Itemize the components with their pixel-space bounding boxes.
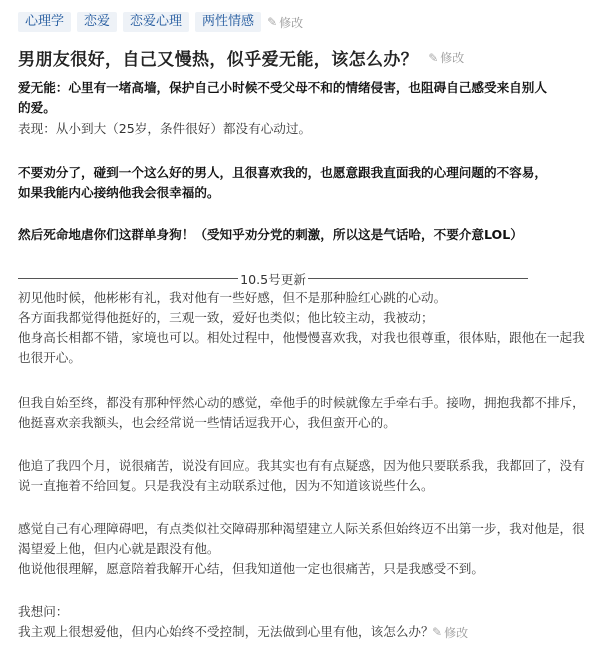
body-line: 爱无能：心里有一堵高墙，保护自己小时候不受父母不和的情绪侵害，也阻碍自己感受来自别人 [18,80,547,95]
pencil-icon: ✎ [432,625,443,639]
tag-psychology[interactable]: 心理学 [18,12,71,32]
body-line: 然后死命地虐你们这群单身狗！（受知乎劝分党的刺激，所以这是气话哈，不要介意LOL） [18,227,523,242]
body-line: 感觉自己有心理障碍吧，有点类似社交障碍那种渴望建立人际关系但始终迈不出第一步，我对他是，很 [18,521,585,536]
body-line: 各方面我都觉得他挺好的，三观一致，爱好也类似；他比较主动，我被动； [18,310,434,325]
body-line: 他身高长相都不错，家境也可以。相处过程中，他慢慢喜欢我，对我也很尊重，很体贴，跟他在一起我 [18,330,585,345]
body-line: 也很开心。 [18,350,81,365]
body-line: 如果我能内心接纳他我会很幸福的。 [18,185,220,200]
tag-relationships[interactable]: 两性情感 [195,12,261,32]
body-line: 渴望爱上他，但内心就是跟没有他。 [18,541,220,556]
pencil-icon: ✎ [267,15,278,29]
body-line: 初见他时候，他彬彬有礼，我对他有一些好感，但不是那种脸红心跳的心动。 [18,290,447,305]
edit-tags-label: 修改 [279,15,304,30]
edit-body-label: 修改 [444,625,469,640]
update-divider [18,268,528,288]
edit-title-button[interactable] [428,49,464,66]
body-line: 他说他很理解，愿意陪着我解开心结，但我知道他一定也很痛苦，只是我感受不到。 [18,561,484,576]
tag-love[interactable]: 恋爱 [77,12,117,32]
question-title-row [18,45,464,70]
edit-title-label: 修改 [440,51,465,65]
topic-tags [18,11,303,33]
body-line: 表现：从小到大（25岁，条件很好）都没有心动过。 [18,121,312,136]
body-line: 的爱。 [18,100,56,115]
edit-tags-button[interactable] [267,14,303,31]
divider-line-right [308,278,528,279]
body-line: 我主观上很想爱他，但内心始终不受控制，无法做到心里有他，该怎么办？ [18,624,434,639]
edit-body-button[interactable] [432,622,468,642]
body-line: 他追了我四个月，说很痛苦，说没有回应。我其实也有有点疑惑，因为他只要联系我，我都回了，没有 [18,458,585,473]
body-line: 说一直拖着不给回复。只是我没有主动联系过他，因为不知道该说些什么。 [18,478,434,493]
tag-love-psychology[interactable]: 恋爱心理 [123,12,189,32]
pencil-icon: ✎ [428,50,439,65]
divider-line-left [18,278,238,279]
body-line: 我想问： [18,604,69,619]
body-line: 但我自始至终，都没有那种怦然心动的感觉，牵他手的时候就像左手牵右手。接吻，拥抱我都不排斥， [18,395,585,410]
body-line: 他挺喜欢亲我额头，也会经常说一些情话逗我开心，我但蛮开心的。 [18,415,396,430]
update-label: 10.5号更新 [240,271,306,287]
question-title: 男朋友很好，自己又慢热，似乎爱无能，该怎么办？ [18,50,419,70]
body-line: 不要劝分了，碰到一个这么好的男人，且很喜欢我的，也愿意跟我直面我的心理问题的不容易， [18,165,547,180]
